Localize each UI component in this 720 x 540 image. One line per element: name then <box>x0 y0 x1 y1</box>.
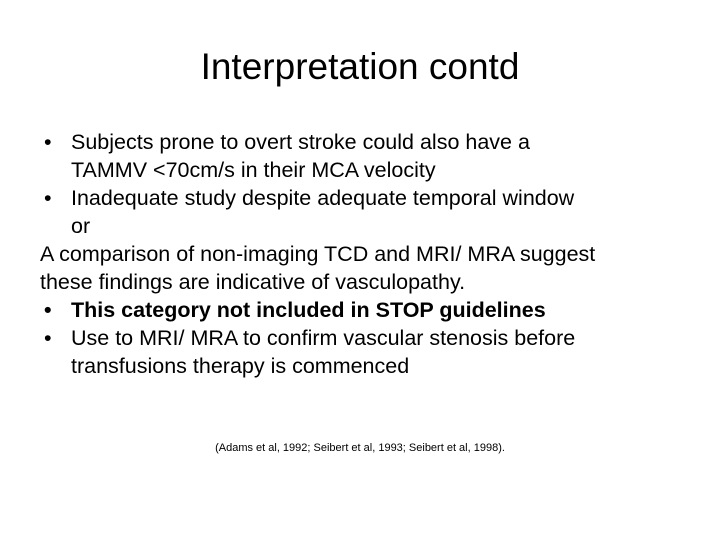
bullet-icon: • <box>44 186 52 210</box>
bullet-text-line: transfusions therapy is commenced <box>71 354 410 378</box>
bullet-text-line: Inadequate study despite adequate temporal window <box>71 186 575 210</box>
bullet-item-bold <box>42 296 692 324</box>
slide-title: Interpretation contd <box>200 46 520 87</box>
bullet-text-line: This category not included in STOP guidelines <box>71 298 546 322</box>
bullet-icon: • <box>44 326 52 350</box>
paragraph-line: these findings are indicative of vasculopathy. <box>40 270 466 294</box>
bullet-icon: • <box>44 298 52 322</box>
paragraph-line: A comparison of non-imaging TCD and MRI/ MRA suggest <box>40 242 596 266</box>
bullet-text-line: Subjects prone to overt stroke could also have a <box>71 130 530 154</box>
bullet-text-line: TAMMV <70cm/s in their MCA velocity <box>71 158 436 182</box>
bullet-item <box>42 184 692 240</box>
bullet-text-line: Use to MRI/ MRA to confirm vascular stenosis before <box>71 326 576 350</box>
bullet-item <box>42 324 692 380</box>
citation: (Adams et al, 1992; Seibert et al, 1993; Seibert et al, 1998). <box>215 442 505 454</box>
bullet-text-line: or <box>71 214 91 238</box>
bullet-item <box>42 128 692 184</box>
bullet-icon: • <box>44 130 52 154</box>
slide-body <box>42 128 692 380</box>
